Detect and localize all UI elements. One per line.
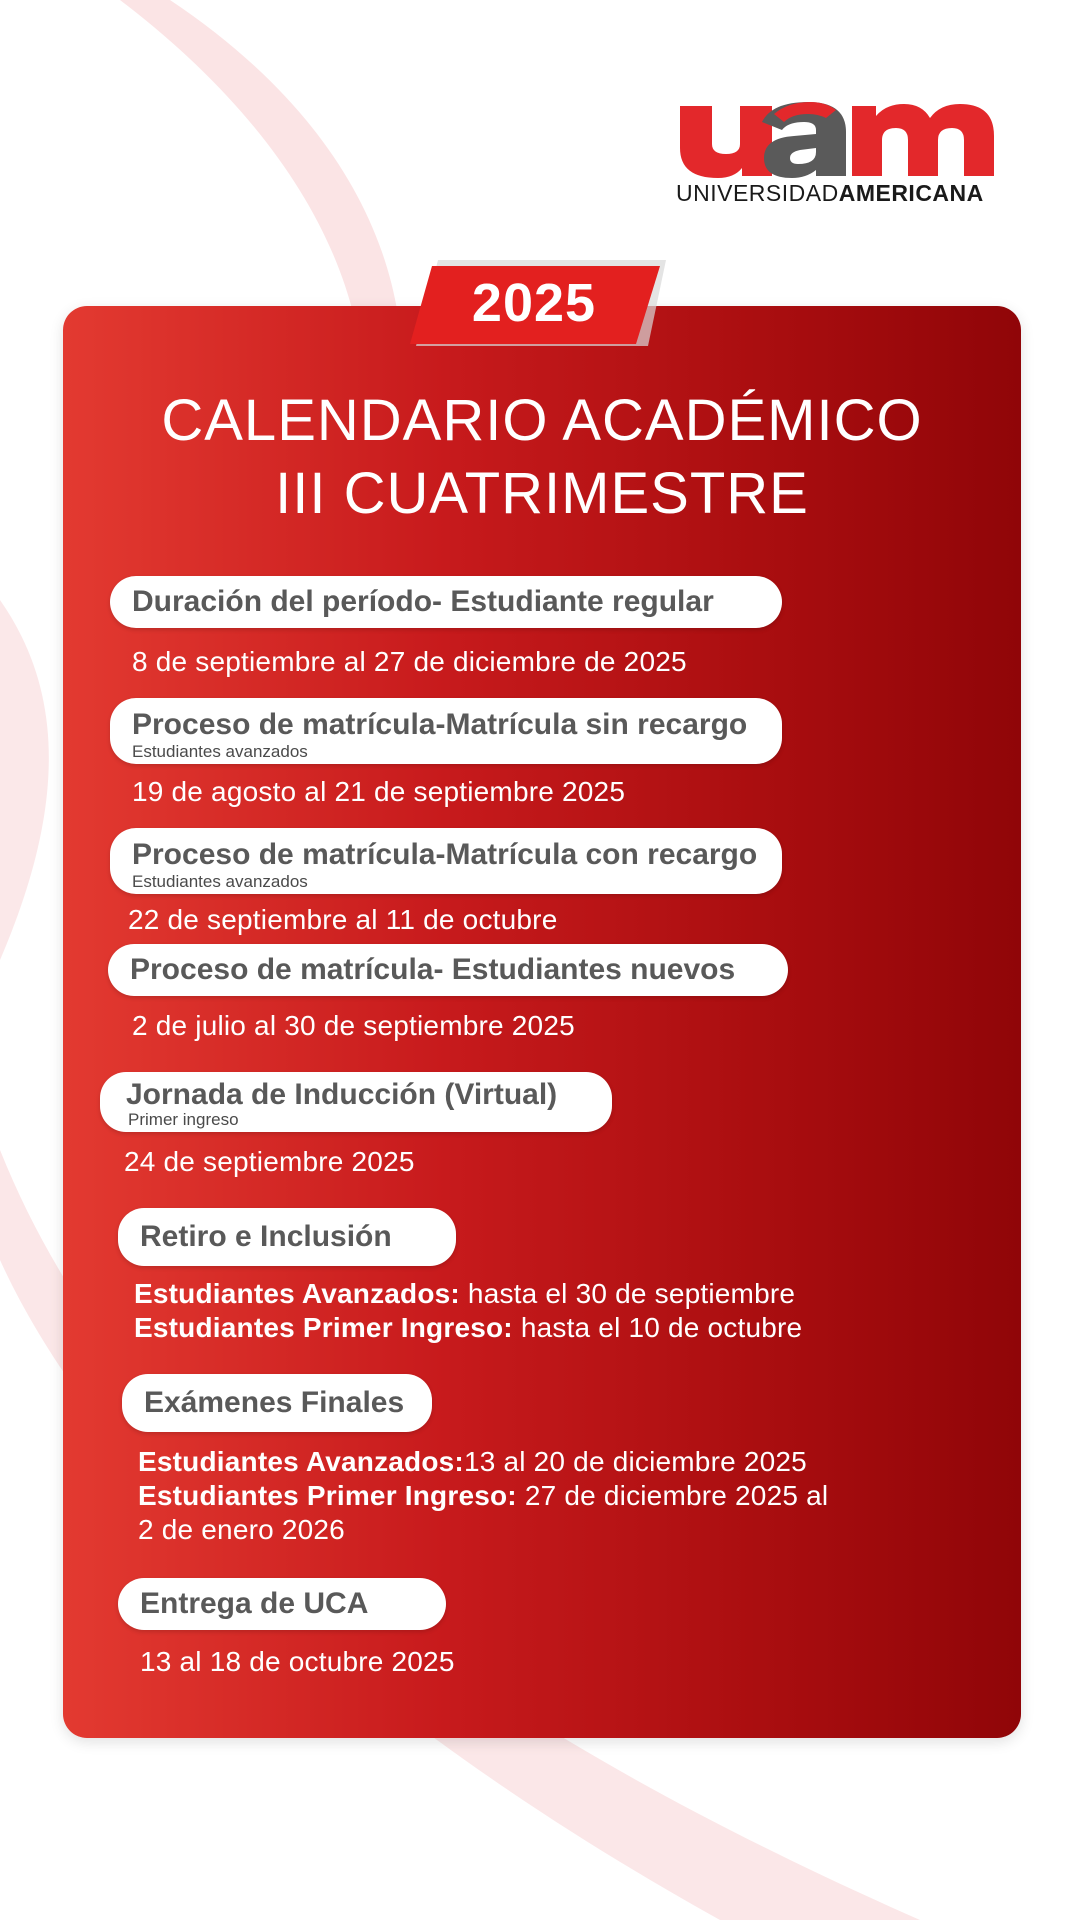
section-date: 19 de agosto al 21 de septiembre 2025 [132,776,626,807]
section-date: 24 de septiembre 2025 [124,1146,415,1177]
section-title: Entrega de UCA [140,1587,369,1620]
section-pill-jornada-induccion [100,1072,612,1132]
retiro-line-primer-ingreso: Estudiantes Primer Ingreso: hasta el 10 de octubre [134,1312,803,1343]
section-date: 22 de septiembre al 11 de octubre [128,904,558,935]
section-title: Proceso de matrícula-Matrícula con recargo [132,838,758,871]
section-date: 8 de septiembre al 27 de diciembre de 2025 [132,646,687,677]
section-subtitle: Primer ingreso [128,1110,239,1129]
section-pill-matricula-sin-recargo [110,698,782,764]
examenes-line-primer-ingreso: Estudiantes Primer Ingreso: 27 de diciembre 2025 al [138,1480,829,1511]
university-name: UNIVERSIDADAMERICANA [676,180,984,206]
section-pill-retiro-inclusion [118,1208,456,1266]
examenes-line-avanzados: Estudiantes Avanzados:13 al 20 de diciembre 2025 [138,1446,807,1477]
page-title: CALENDARIO ACADÉMICO [161,388,923,453]
section-title: Duración del período- Estudiante regular [132,585,714,618]
year-tab [410,256,668,350]
section-pill-duracion [110,576,782,628]
section-date: 2 de julio al 30 de septiembre 2025 [132,1010,575,1041]
section-title: Retiro e Inclusión [140,1220,392,1253]
section-title: Proceso de matrícula- Estudiantes nuevos [130,953,736,986]
retiro-line-avanzados: Estudiantes Avanzados: hasta el 30 de septiembre [134,1278,796,1309]
page-subtitle: III CUATRIMESTRE [275,461,809,526]
section-pill-examenes-finales [122,1374,432,1432]
examenes-line-enero: 2 de enero 2026 [138,1514,345,1545]
year-label: 2025 [471,273,597,333]
section-title: Proceso de matrícula-Matrícula sin recargo [132,708,748,741]
section-pill-entrega-uca [118,1578,446,1630]
section-title: Jornada de Inducción (Virtual) [126,1078,558,1111]
section-pill-estudiantes-nuevos [108,944,788,996]
university-logo [676,92,1006,210]
section-title: Exámenes Finales [144,1386,405,1419]
uca-date: 13 al 18 de octubre 2025 [140,1646,455,1677]
section-pill-matricula-con-recargo [110,828,782,894]
section-subtitle: Estudiantes avanzados [132,872,308,891]
uam-logo-mark [676,92,1006,178]
section-subtitle: Estudiantes avanzados [132,742,308,761]
